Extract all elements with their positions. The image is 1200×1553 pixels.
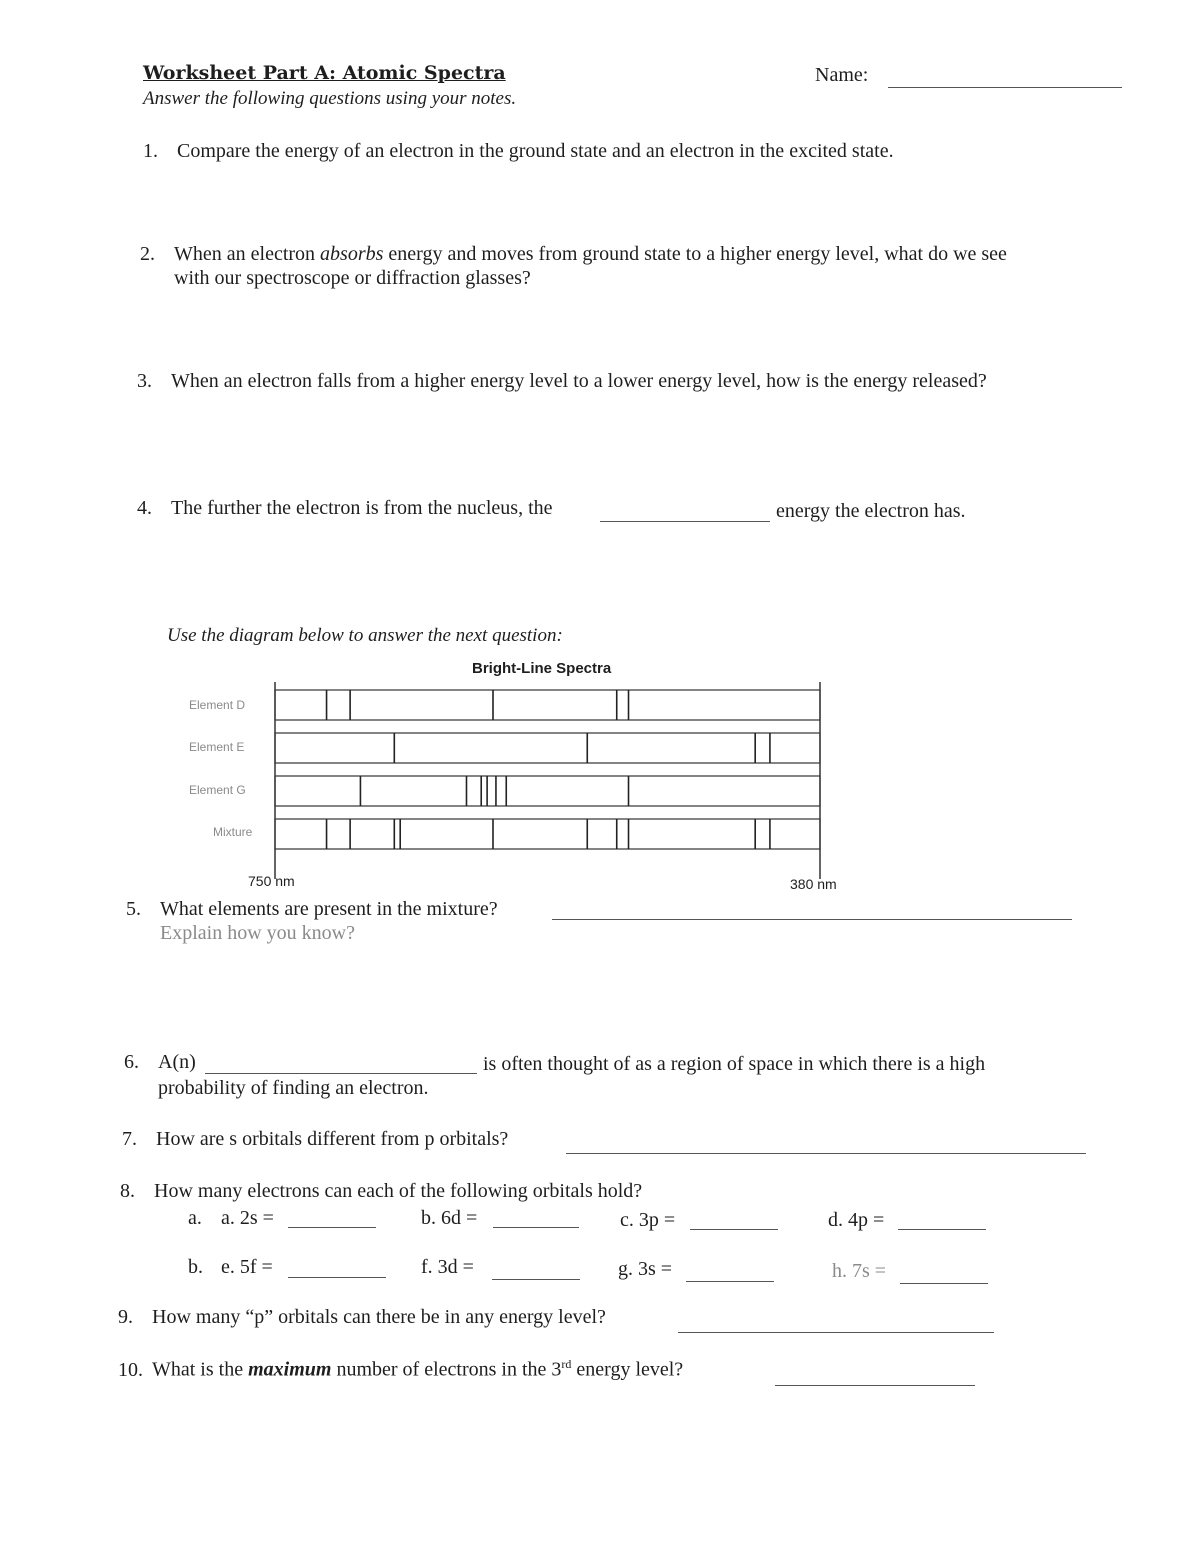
- chart-title: Bright-Line Spectra: [472, 660, 612, 677]
- question-4-end: energy the electron has.: [776, 500, 966, 522]
- question-8: 8. How many electrons can each of the following orbitals hold?: [120, 1180, 643, 1202]
- axis-label-380: 380 nm: [790, 876, 837, 892]
- q8-blank-7s[interactable]: [900, 1282, 988, 1284]
- q8-blank-2s[interactable]: [288, 1226, 376, 1228]
- q10-answer-blank[interactable]: [775, 1384, 975, 1386]
- q8-blank-3s[interactable]: [686, 1280, 774, 1282]
- spectrum-box-mixture: [275, 819, 820, 849]
- q9-answer-blank[interactable]: [678, 1331, 994, 1333]
- question-2: 2. When an electron absorbs energy and moves from ground state to a higher energy level, what do we see: [140, 243, 1007, 265]
- name-label: Name:: [815, 64, 869, 86]
- spectrum-box-element-e: [275, 733, 820, 763]
- row-label-element-g: Element G: [189, 783, 246, 797]
- q8-blank-5f[interactable]: [288, 1276, 386, 1278]
- question-7: 7. How are s orbitals different from p orbitals?: [122, 1128, 509, 1150]
- q8-item-6d: b. 6d =: [421, 1207, 478, 1229]
- q8-row1-marker: a.: [188, 1207, 202, 1229]
- q8-blank-4p[interactable]: [898, 1228, 986, 1230]
- q6-answer-blank[interactable]: [205, 1072, 477, 1074]
- row-label-element-e: Element E: [189, 740, 245, 754]
- q7-answer-blank[interactable]: [566, 1152, 1086, 1154]
- q8-blank-6d[interactable]: [493, 1226, 579, 1228]
- worksheet-title: Worksheet Part A: Atomic Spectra: [143, 62, 506, 84]
- question-6-cont: is often thought of as a region of space in which there is a high: [483, 1053, 986, 1075]
- axis-label-750: 750 nm: [248, 873, 295, 889]
- diagram-intro: Use the diagram below to answer the next question:: [167, 625, 563, 646]
- q8-blank-3d[interactable]: [492, 1278, 580, 1280]
- question-6: 6. A(n): [124, 1051, 196, 1073]
- question-5: 5. What elements are present in the mixture?: [126, 898, 498, 920]
- q8-blank-3p[interactable]: [690, 1228, 778, 1230]
- q8-item-3p: c. 3p =: [620, 1209, 676, 1231]
- row-label-mixture: Mixture: [213, 825, 253, 839]
- question-6-line2: probability of finding an electron.: [158, 1077, 429, 1099]
- spectrum-box-element-d: [275, 690, 820, 720]
- q8-item-3d: f. 3d =: [421, 1256, 474, 1278]
- row-label-element-d: Element D: [189, 698, 246, 712]
- q8-item-2s: a. 2s =: [221, 1207, 274, 1229]
- question-5-explain: Explain how you know?: [160, 922, 355, 944]
- q8-item-5f: e. 5f =: [221, 1256, 273, 1278]
- q5-answer-blank[interactable]: [552, 918, 1072, 920]
- worksheet-subtitle: Answer the following questions using your notes.: [143, 88, 517, 109]
- question-1: 1. Compare the energy of an electron in the ground state and an electron in the excited state.: [143, 140, 894, 162]
- question-2-line2: with our spectroscope or diffraction glasses?: [174, 267, 531, 289]
- q8-item-7s: h. 7s =: [832, 1260, 887, 1282]
- spectrum-box-element-g: [275, 776, 820, 806]
- q8-item-3s: g. 3s =: [618, 1258, 673, 1280]
- question-3: 3. When an electron falls from a higher energy level to a lower energy level, how is the energy released?: [137, 370, 987, 392]
- q8-row2-marker: b.: [188, 1256, 203, 1278]
- question-10: 10. What is the maximum number of electrons in the 3rd energy level?: [118, 1357, 684, 1381]
- question-4: 4. The further the electron is from the nucleus, the: [137, 497, 553, 519]
- q8-item-4p: d. 4p =: [828, 1209, 885, 1231]
- question-9: 9. How many “p” orbitals can there be in any energy level?: [118, 1306, 606, 1328]
